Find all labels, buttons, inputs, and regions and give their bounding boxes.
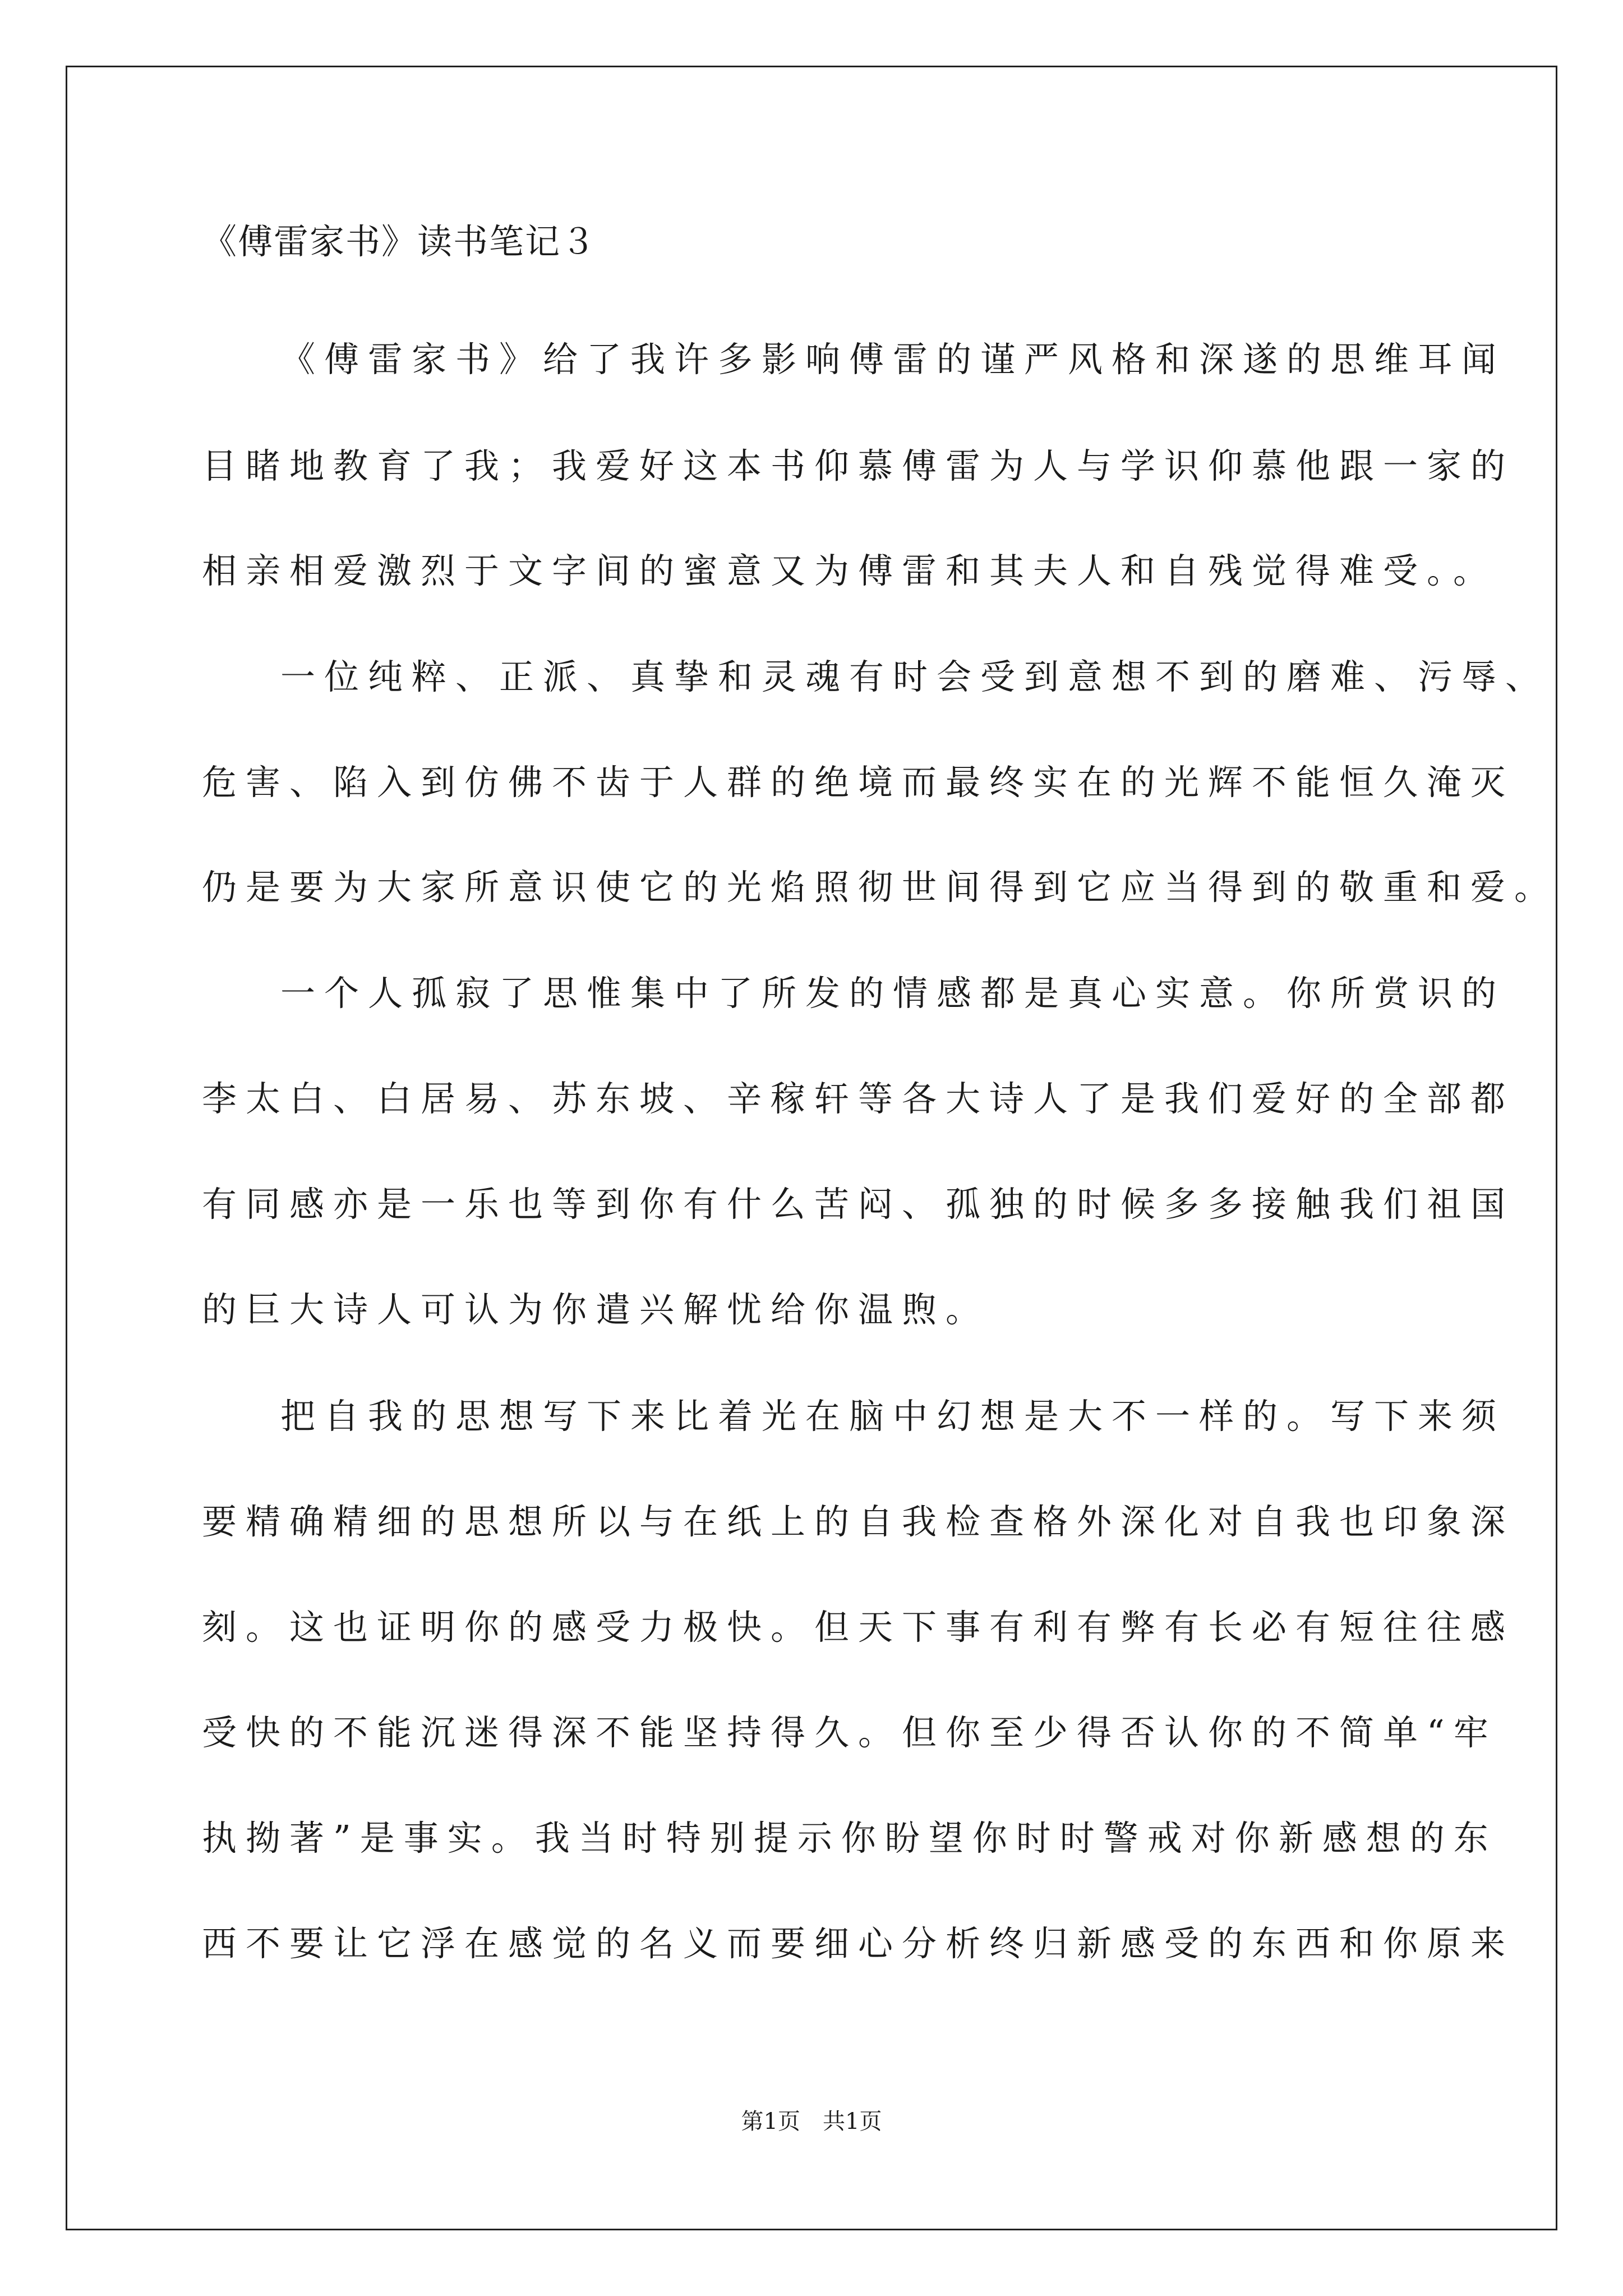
text-line-16: 西不要让它浮在感觉的名义而要细心分析终归新感受的东西和你原来 [202,1923,1515,1964]
text-line-8: 李太白、白居易、苏东坡、辛稼轩等各大诗人了是我们爱好的全部都 [202,1078,1515,1119]
document-title: 《傅雷家书》读书笔记３ [202,221,597,262]
text-line-3: 相亲相爱激烈于文字间的蜜意又为傅雷和其夫人和自残觉得难受。。 [202,550,1497,591]
text-line-1: 《傅雷家书》给了我许多影响傅雷的谨严风格和深遂的思维耳闻 [280,339,1506,380]
page-number: 第1页 [741,2109,800,2134]
text-line-13: 刻。这也证明你的感受力极快。但天下事有利有弊有长必有短往往感 [202,1607,1515,1648]
text-line-14: 受快的不能沉迷得深不能坚持得久。但你至少得否认你的不简单“牢 [202,1712,1497,1753]
text-line-7: 一个人孤寂了思惟集中了所发的情感都是真心实意。你所赏识的 [280,973,1506,1014]
text-line-5: 危害、陷入到仿佛不齿于人群的绝境而最终实在的光辉不能恒久淹灭 [202,762,1515,803]
text-line-12: 要精确精细的思想所以与在纸上的自我检查格外深化对自我也印象深 [202,1501,1515,1542]
page-footer [0,2110,1623,2133]
text-line-6: 仍是要为大家所意识使它的光焰照彻世间得到它应当得到的敬重和爱。 [202,867,1559,908]
text-line-4: 一位纯粹、正派、真挚和灵魂有时会受到意想不到的磨难、污辱、 [280,656,1550,697]
text-line-2: 目睹地教育了我；我爱好这本书仰慕傅雷为人与学识仰慕他跟一家的 [202,445,1515,486]
page-border [66,66,1557,2230]
text-line-10: 的巨大诗人可认为你遣兴解忧给你温煦。 [202,1289,990,1330]
page-total: 共1页 [823,2109,882,2134]
text-line-11: 把自我的思想写下来比着光在脑中幻想是大不一样的。写下来须 [280,1396,1506,1437]
text-line-15: 执拗著”是事实。我当时特别提示你盼望你时时警戒对你新感想的东 [202,1818,1497,1858]
text-line-9: 有同感亦是一乐也等到你有什么苦闷、孤独的时候多多接触我们祖国 [202,1184,1515,1225]
